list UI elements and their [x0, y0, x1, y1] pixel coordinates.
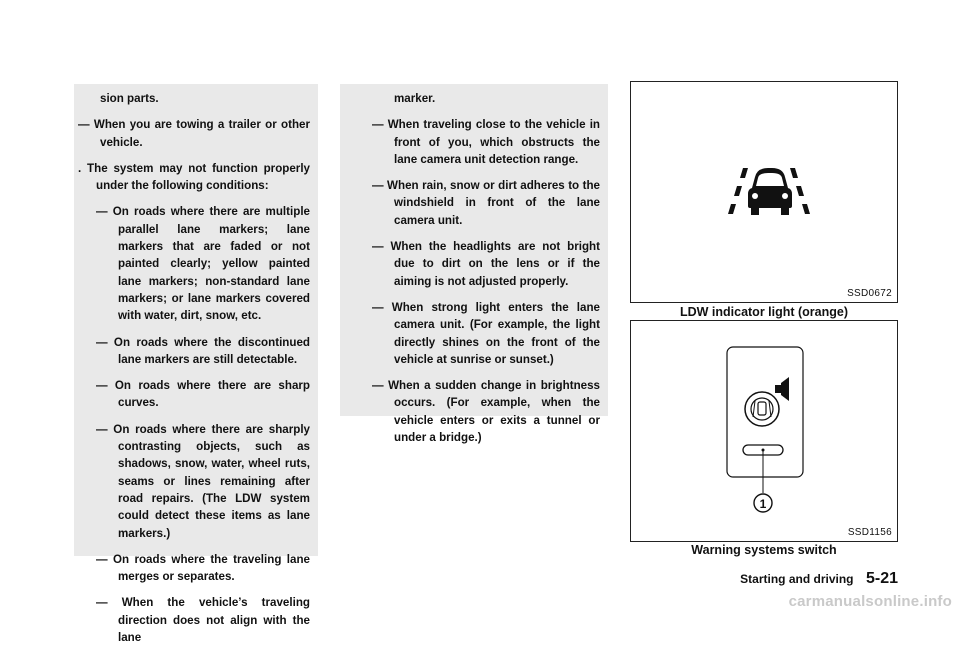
list-item: — On roads where there are sharply contrasting objects, such as shadows, snow, water, wheel ruts, seams or lines remaining after road repairs. (The LDW system could detect these items as lane markers.): [96, 422, 310, 540]
callout-number: 1: [759, 497, 767, 511]
list-item: — On roads where the discontinued lane markers are still detectable.: [96, 335, 310, 366]
list-item: — When strong light enters the lane camera unit. (For example, the light directly shines on the front of the vehicle at sunrise or sunset.): [372, 300, 600, 366]
paragraph: sion parts.: [100, 92, 159, 105]
watermark: carmanualsonline.info: [788, 593, 952, 610]
figure-code: SSD0672: [847, 288, 892, 299]
list-item: — When a sudden change in brightness occurs. (For example, when the vehicle enters or exits a tunnel or under a bridge.): [372, 379, 600, 445]
paragraph: marker.: [394, 92, 436, 105]
page-number: 5-21: [865, 570, 898, 587]
figure-ldw-indicator: [630, 81, 898, 303]
page-footer: [740, 570, 898, 588]
text-column-left: [74, 84, 318, 645]
list-item: — When the vehicle’s traveling direction does not align with the lane: [96, 596, 310, 645]
list-item: — On roads where the traveling lane merges or separates.: [96, 552, 310, 584]
text-column-middle: [340, 84, 608, 445]
section-name: Starting and driving: [740, 572, 854, 586]
figure-caption: Warning systems switch: [691, 543, 837, 557]
list-item: — When you are towing a trailer or other vehicle.: [78, 118, 310, 149]
figure-caption: LDW indicator light (orange): [679, 305, 849, 319]
figure-warning-switch: [630, 320, 898, 542]
list-item: — When rain, snow or dirt adheres to the windshield in front of the lane camera unit.: [372, 179, 600, 227]
list-item: — On roads where there are sharp curves.: [96, 379, 310, 410]
list-item: — When traveling close to the vehicle in front of you, which obstructs the lane camera unit detection range.: [372, 118, 600, 166]
warning-systems-switch-icon: [631, 321, 897, 541]
list-item: — When the headlights are not bright due to dirt on the lens or if the aiming is not adjusted properly.: [372, 240, 600, 288]
figure-code: SSD1156: [847, 527, 892, 538]
bullet-item: . The system may not function properly under the following conditions:: [78, 161, 310, 193]
list-item: — On roads where there are multiple parallel lane markers; lane markers that are faded or not painted clearly; yellow painted lane markers; non-standard lane markers; or lane markers covered with water, dirt, snow, etc.: [96, 205, 310, 323]
lane-departure-car-icon: [631, 82, 897, 302]
